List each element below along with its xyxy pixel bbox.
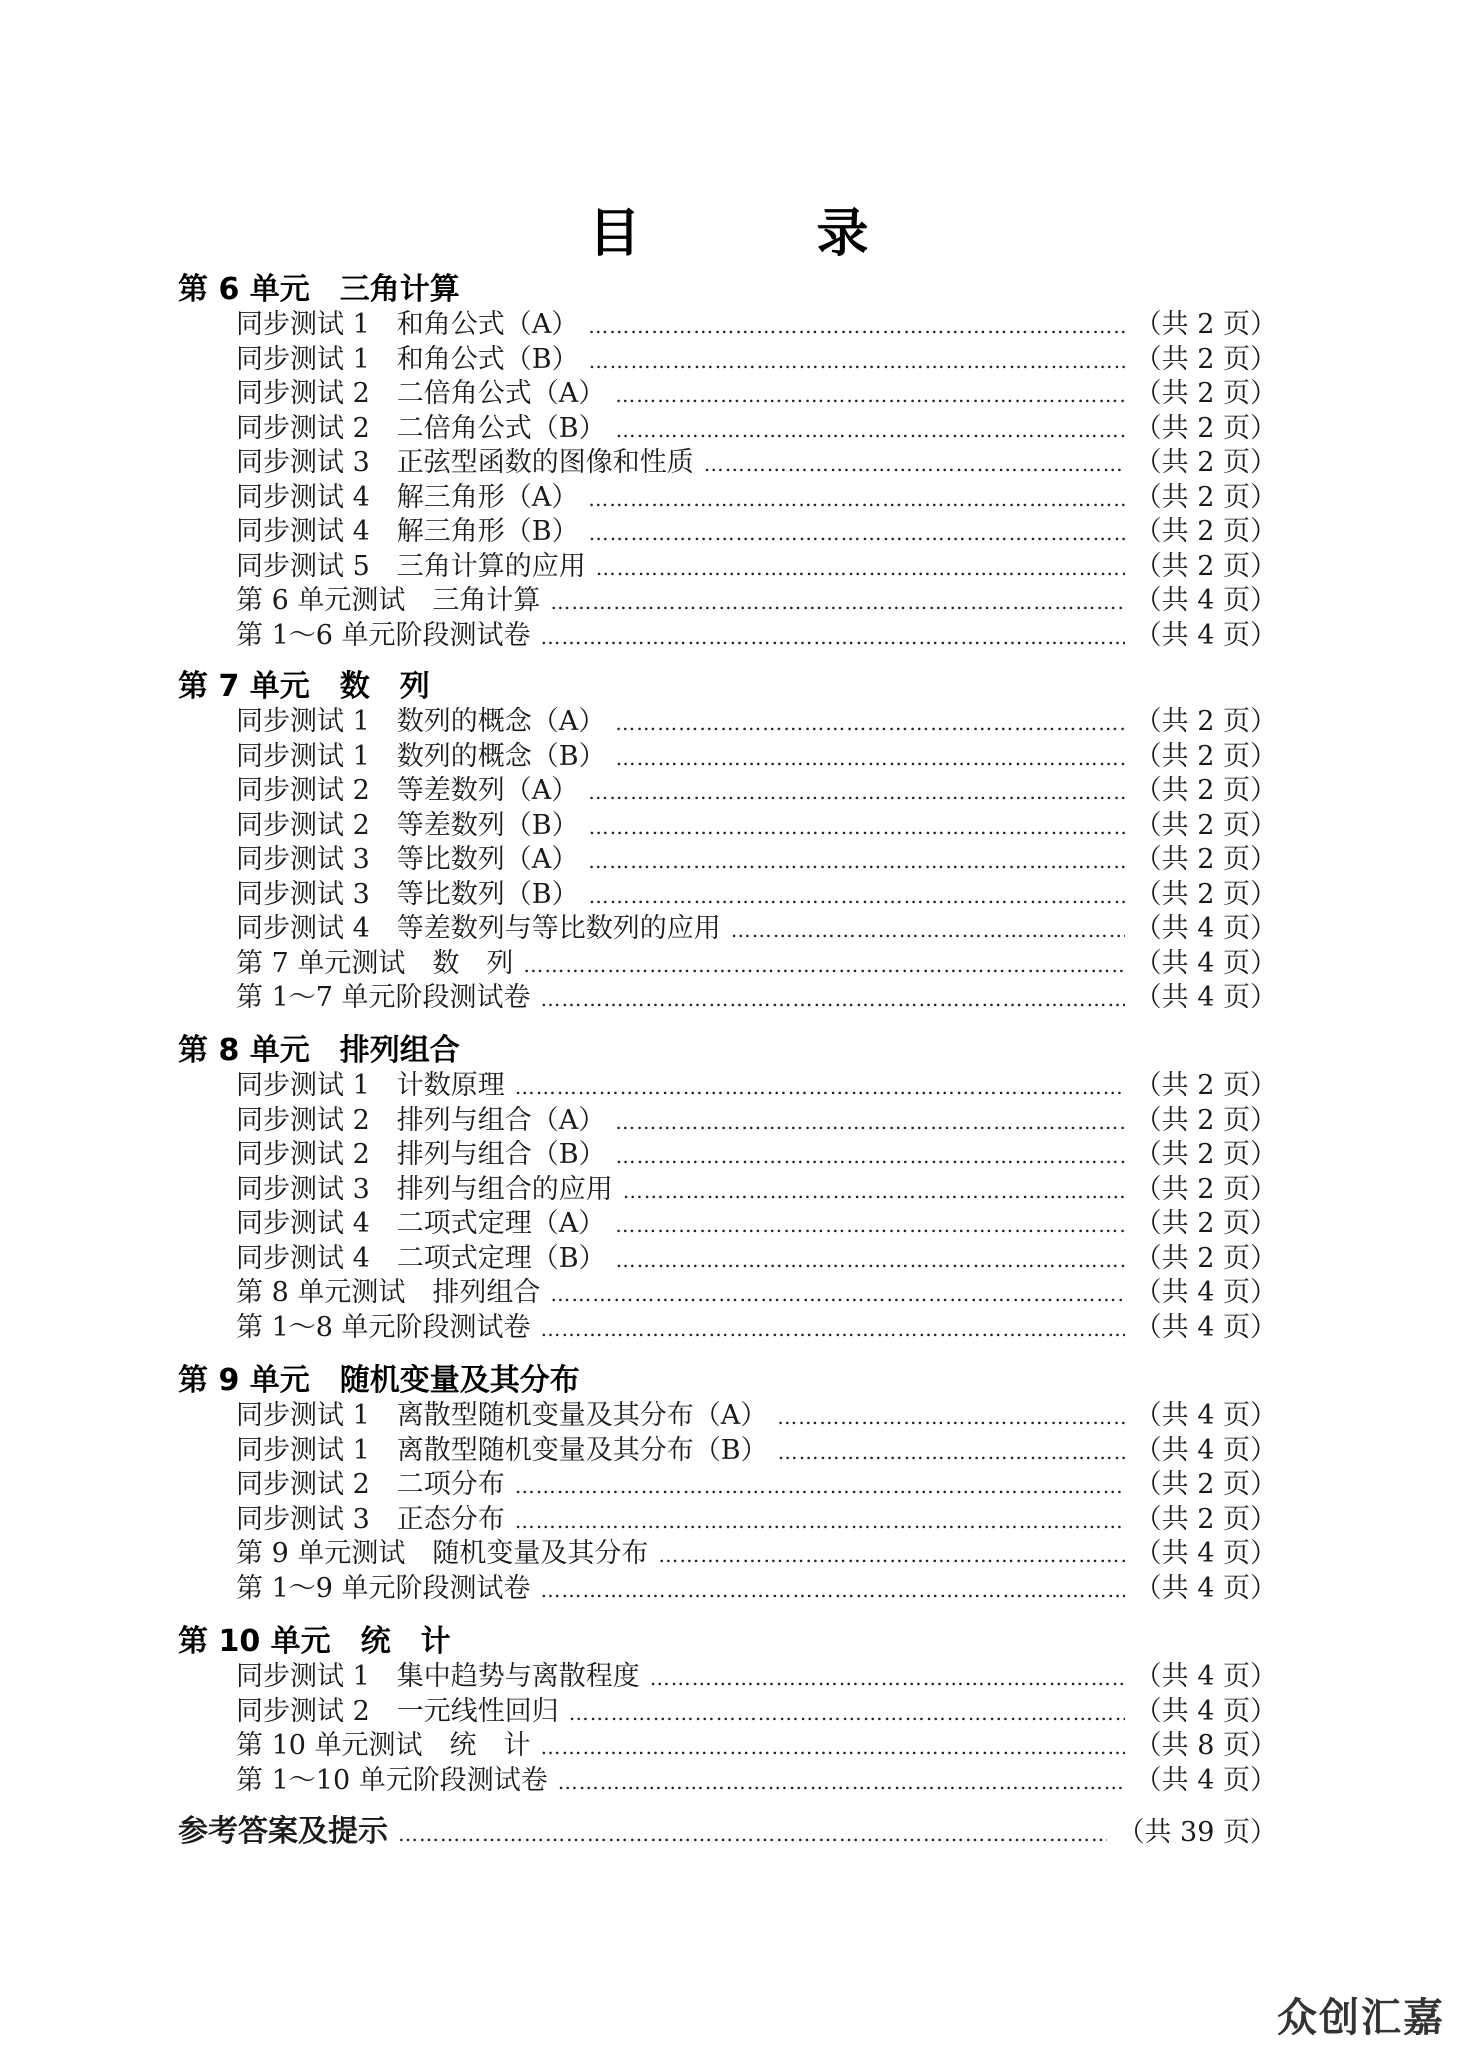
toc-entry[interactable] (178, 481, 1277, 516)
dot-leader (704, 447, 1125, 482)
dot-leader (778, 1435, 1125, 1470)
entry-label: 同步测试 2 等差数列（B） (236, 809, 579, 841)
toc-entry[interactable] (178, 1104, 1277, 1139)
entry-pages: （共 2 页） (1134, 740, 1277, 772)
entry-label: 第 1～6 单元阶段测试卷 (236, 619, 531, 651)
entry-label: 同步测试 1 离散型随机变量及其分布（B） (236, 1434, 768, 1466)
toc-entry[interactable] (178, 1399, 1277, 1434)
entry-pages: （共 2 页） (1134, 481, 1277, 513)
dot-leader (398, 1817, 1107, 1852)
entry-label: 第 1～10 单元阶段测试卷 (236, 1764, 548, 1796)
watermark-logo: 众创汇嘉 (1277, 1995, 1445, 2041)
toc-entry[interactable] (178, 1173, 1277, 1208)
answers-section (178, 1815, 1277, 1850)
entry-pages: （共 2 页） (1134, 809, 1277, 841)
dot-leader (650, 1661, 1125, 1696)
dot-leader (541, 620, 1125, 655)
entry-label: 第 6 单元测试 三角计算 (236, 585, 541, 616)
unit-heading: 第 7 单元 数 列 (178, 669, 430, 704)
dot-leader (569, 1696, 1125, 1731)
toc-entry[interactable] (178, 912, 1277, 947)
entry-label: 同步测试 4 二项式定理（A） (236, 1208, 606, 1239)
entry-pages: （共 4 页） (1134, 982, 1277, 1013)
toc-entry[interactable] (178, 1207, 1277, 1242)
toc-entry[interactable] (178, 412, 1277, 447)
toc-entry[interactable] (178, 705, 1277, 740)
entry-label: 同步测试 5 三角计算的应用 (236, 550, 586, 582)
unit-10 (178, 1624, 1277, 1798)
entry-label: 同步测试 2 排列与组合（A） (236, 1104, 606, 1136)
entry-pages: （共 4 页） (1134, 1695, 1277, 1727)
toc-entry[interactable] (178, 809, 1277, 844)
toc-entry[interactable] (178, 1729, 1277, 1764)
dot-leader (541, 1573, 1125, 1608)
toc-entry[interactable] (178, 1434, 1277, 1469)
toc-entry[interactable] (178, 446, 1277, 481)
entry-label: 第 7 单元测试 数 列 (236, 947, 514, 979)
entry-pages: （共 4 页） (1134, 1661, 1277, 1692)
entry-label: 同步测试 1 数列的概念（A） (236, 706, 606, 737)
entry-pages: （共 4 页） (1134, 1538, 1277, 1569)
toc-entry[interactable] (178, 1138, 1277, 1173)
entry-pages: （共 2 页） (1134, 706, 1277, 737)
entry-pages: （共 2 页） (1134, 878, 1277, 910)
dot-leader (588, 775, 1124, 810)
dot-leader (616, 1139, 1125, 1174)
entry-label: 同步测试 2 二倍角公式（B） (236, 412, 606, 444)
entry-label: 同步测试 3 等比数列（A） (236, 844, 579, 875)
entry-pages: （共 2 页） (1134, 378, 1277, 409)
entry-pages: （共 2 页） (1134, 1208, 1277, 1239)
unit-9 (178, 1363, 1277, 1606)
dot-leader (615, 378, 1124, 413)
entry-label: 同步测试 1 和角公式（A） (236, 309, 579, 340)
page-title: 目 录 (588, 204, 931, 264)
toc-entry[interactable] (178, 308, 1277, 343)
entry-pages: （共 4 页） (1134, 1764, 1277, 1796)
entry-pages: （共 4 页） (1134, 1434, 1277, 1466)
unit-heading: 第 9 单元 随机变量及其分布 (178, 1363, 580, 1398)
entry-label: 同步测试 3 正弦型函数的图像和性质 (236, 447, 694, 478)
dot-leader (515, 1469, 1125, 1504)
entry-label: 同步测试 4 等差数列与等比数列的应用 (236, 913, 721, 944)
toc-entry[interactable] (178, 947, 1277, 982)
dot-leader (550, 585, 1124, 620)
entry-label: 同步测试 2 二项分布 (236, 1469, 505, 1500)
toc-entry[interactable] (178, 1311, 1277, 1346)
dot-leader (731, 913, 1125, 948)
dot-leader (589, 516, 1125, 551)
entry-label: 同步测试 1 计数原理 (236, 1070, 505, 1101)
toc-entry[interactable] (178, 1537, 1277, 1572)
entry-label: 同步测试 4 二项式定理（B） (236, 1242, 606, 1274)
entry-label: 第 1～7 单元阶段测试卷 (236, 982, 531, 1013)
answers-pages: （共 39 页） (1117, 1817, 1277, 1848)
unit-8 (178, 1033, 1277, 1345)
dot-leader (589, 879, 1125, 914)
toc-entry[interactable] (178, 1660, 1277, 1695)
answers-entry[interactable] (178, 1815, 1277, 1850)
entry-pages: （共 4 页） (1134, 947, 1277, 979)
entry-pages: （共 2 页） (1134, 550, 1277, 582)
toc-entry[interactable] (178, 878, 1277, 913)
entry-pages: （共 2 页） (1134, 1173, 1277, 1205)
answers-label: 参考答案及提示 (178, 1814, 388, 1849)
entry-pages: （共 2 页） (1134, 343, 1277, 375)
dot-leader (615, 1208, 1124, 1243)
toc-entry[interactable] (178, 981, 1277, 1016)
toc-entry[interactable] (178, 1069, 1277, 1104)
entry-label: 同步测试 4 解三角形（A） (236, 481, 579, 513)
unit-heading: 第 8 单元 排列组合 (178, 1033, 460, 1068)
dot-leader (615, 1105, 1124, 1140)
entry-label: 同步测试 1 和角公式（B） (236, 343, 579, 375)
dot-leader (596, 551, 1125, 586)
entry-label: 同步测试 3 排列与组合的应用 (236, 1173, 613, 1205)
entry-label: 同步测试 3 等比数列（B） (236, 878, 579, 910)
entry-pages: （共 2 页） (1134, 775, 1277, 806)
entry-label: 同步测试 4 解三角形（B） (236, 516, 579, 547)
dot-leader (616, 741, 1125, 776)
entry-pages: （共 4 页） (1134, 1277, 1277, 1308)
entry-pages: （共 8 页） (1134, 1730, 1277, 1761)
unit-heading: 第 6 单元 三角计算 (178, 272, 460, 307)
entry-label: 同步测试 3 正态分布 (236, 1503, 505, 1535)
toc-entry[interactable] (178, 1276, 1277, 1311)
entry-pages: （共 2 页） (1134, 844, 1277, 875)
entry-label: 同步测试 2 等差数列（A） (236, 775, 579, 806)
dot-leader (777, 1400, 1124, 1435)
dot-leader (658, 1538, 1124, 1573)
dot-leader (588, 844, 1124, 879)
entry-label: 同步测试 2 二倍角公式（A） (236, 378, 606, 409)
toc-entry[interactable] (178, 1695, 1277, 1730)
entry-label: 第 8 单元测试 排列组合 (236, 1277, 541, 1308)
dot-leader (558, 1765, 1125, 1800)
entry-pages: （共 4 页） (1134, 1572, 1277, 1604)
unit-7 (178, 669, 1277, 1016)
toc-entry[interactable] (178, 377, 1277, 412)
entry-label: 同步测试 1 离散型随机变量及其分布（A） (236, 1400, 768, 1431)
entry-pages: （共 2 页） (1134, 1242, 1277, 1274)
entry-label: 同步测试 1 集中趋势与离散程度 (236, 1661, 640, 1692)
toc-entry[interactable] (178, 843, 1277, 878)
entry-pages: （共 2 页） (1134, 1503, 1277, 1535)
toc-entry[interactable] (178, 343, 1277, 378)
toc-entry[interactable] (178, 1503, 1277, 1538)
toc-entry[interactable] (178, 550, 1277, 585)
entry-label: 同步测试 2 排列与组合（B） (236, 1139, 606, 1170)
toc-entry[interactable] (178, 619, 1277, 654)
toc-entry[interactable] (178, 1572, 1277, 1607)
dot-leader (588, 309, 1124, 344)
dot-leader (616, 413, 1125, 448)
dot-leader (541, 1730, 1125, 1765)
entry-pages: （共 2 页） (1134, 1139, 1277, 1170)
entry-pages: （共 4 页） (1134, 1400, 1277, 1431)
entry-pages: （共 4 页） (1134, 1311, 1277, 1343)
entry-pages: （共 2 页） (1134, 1469, 1277, 1500)
entry-pages: （共 2 页） (1134, 516, 1277, 547)
toc-entry[interactable] (178, 1242, 1277, 1277)
dot-leader (541, 982, 1125, 1017)
dot-leader (550, 1277, 1124, 1312)
dot-leader (588, 482, 1124, 517)
unit-6 (178, 272, 1277, 653)
dot-leader (615, 706, 1124, 741)
toc-entry[interactable] (178, 740, 1277, 775)
entry-label: 第 1～9 单元阶段测试卷 (236, 1572, 531, 1604)
entry-pages: （共 2 页） (1134, 309, 1277, 340)
dot-leader (589, 810, 1125, 845)
entry-label: 同步测试 1 数列的概念（B） (236, 740, 606, 772)
entry-pages: （共 2 页） (1134, 1104, 1277, 1136)
toc-entry[interactable] (178, 515, 1277, 550)
entry-pages: （共 2 页） (1134, 412, 1277, 444)
dot-leader (616, 1243, 1125, 1278)
toc-entry[interactable] (178, 1764, 1277, 1799)
entry-pages: （共 2 页） (1134, 447, 1277, 478)
toc-entry[interactable] (178, 584, 1277, 619)
toc-entry[interactable] (178, 774, 1277, 809)
toc-entry[interactable] (178, 1468, 1277, 1503)
entry-pages: （共 4 页） (1134, 913, 1277, 944)
dot-leader (541, 1312, 1125, 1347)
unit-heading: 第 10 单元 统 计 (178, 1624, 451, 1659)
entry-pages: （共 4 页） (1134, 585, 1277, 616)
entry-pages: （共 2 页） (1134, 1070, 1277, 1101)
entry-label: 同步测试 2 一元线性回归 (236, 1695, 559, 1727)
dot-leader (523, 948, 1124, 983)
dot-leader (515, 1504, 1125, 1539)
entry-label: 第 1～8 单元阶段测试卷 (236, 1311, 531, 1343)
entry-label: 第 10 单元测试 统 计 (236, 1730, 531, 1761)
dot-leader (589, 344, 1125, 379)
entry-pages: （共 4 页） (1134, 619, 1277, 651)
dot-leader (623, 1174, 1125, 1209)
entry-label: 第 9 单元测试 随机变量及其分布 (236, 1538, 649, 1569)
dot-leader (515, 1070, 1125, 1105)
